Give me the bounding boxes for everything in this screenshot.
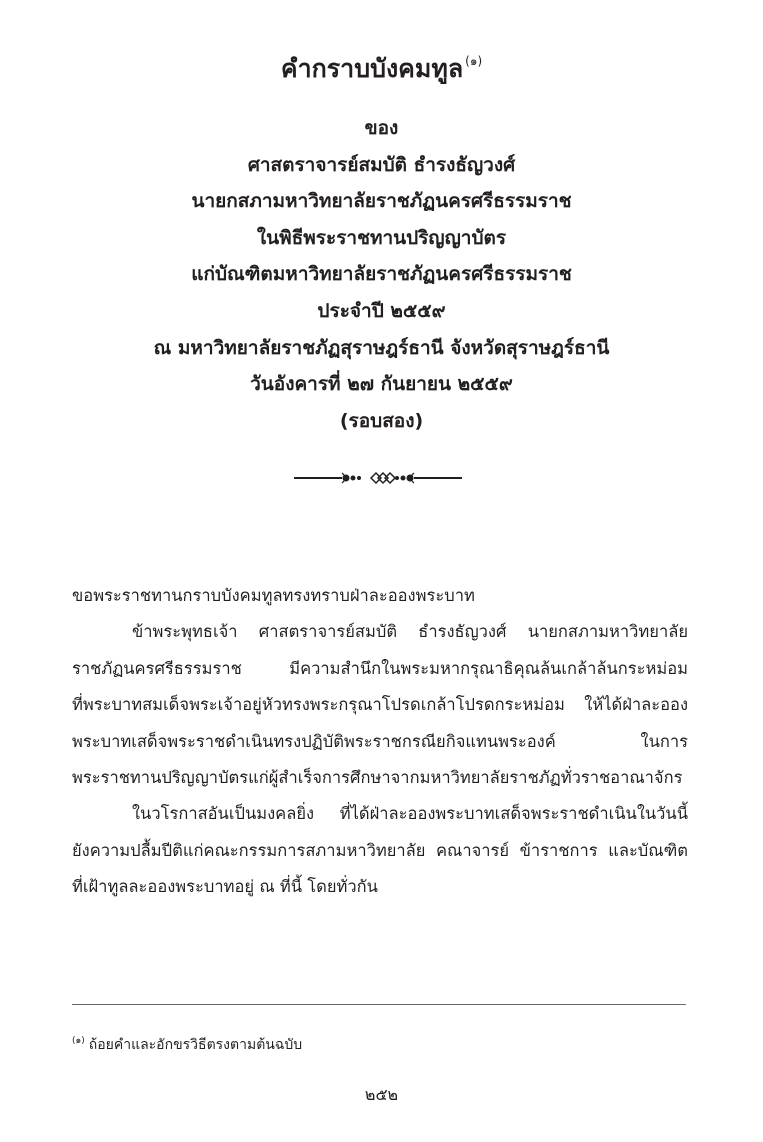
footnote-marker: (๑): [72, 1036, 85, 1046]
heading-line-round: (รอบสอง): [339, 409, 424, 432]
heading-block: [0, 110, 763, 439]
paragraph-1-line-5: พระราชทานปริญญาบัตรแก่ผู้สำเร็จการศึกษาจากมหาวิทยาลัยราชภัฏทั่วราชอาณาจักร: [72, 767, 683, 787]
page-title: [0, 44, 763, 86]
body-text: [72, 578, 688, 906]
heading-line-date: วันอังคารที่ ๒๗ กันยายน ๒๕๕๙: [250, 373, 513, 396]
paragraph-1-line-3: ที่พระบาทสมเด็จพระเจ้าอยู่หัวทรงพระกรุณาโปรดเกล้าโปรดกระหม่อม ให้ได้ฝ่าละออง: [72, 695, 688, 715]
paragraph-1-line-2: ราชภัฏนครศรีธรรมราช มีความสำนึกในพระมหากรุณาธิคุณล้นเกล้าล้นกระหม่อม: [72, 658, 688, 678]
heading-line-graduates: แก่บัณฑิตมหาวิทยาลัยราชภัฏนครศรีธรรมราช: [191, 263, 572, 286]
heading-line-venue: ณ มหาวิทยาลัยราชภัฏสุราษฎร์ธานี จังหวัดสุราษฎร์ธานี: [153, 336, 610, 359]
page-number: ๒๕๒: [364, 1085, 399, 1104]
paragraph-2-line-2: ยังความปลื้มปีติแก่คณะกรรมการสภามหาวิทยาลัย คณาจารย์ ข้าราชการ และบัณฑิต: [72, 840, 688, 860]
paragraph-1-line-1: ข้าพระพุทธเจ้า ศาสตราจารย์สมบัติ ธำรงธัญวงศ์ นายกสภามหาวิทยาลัย: [132, 622, 688, 642]
heading-line-position: นายกสภามหาวิทยาลัยราชภัฏนครศรีธรรมราช: [191, 190, 572, 213]
paragraph-2-line-3: ที่เฝ้าทูลละอองพระบาทอยู่ ณ ที่นี้ โดยทั่วกัน: [72, 877, 378, 897]
heading-line-ceremony: ในพิธีพระราชทานปริญญาบัตร: [256, 226, 507, 249]
heading-line-of: ของ: [364, 117, 399, 139]
title-footnote-marker: (๑): [465, 54, 483, 68]
ornament-divider-icon: [292, 467, 464, 489]
heading-line-year: ประจำปี ๒๕๕๙: [317, 299, 446, 322]
heading-line-speaker: ศาสตราจารย์สมบัติ ธำรงธัญวงศ์: [247, 153, 516, 176]
footnote-divider: [72, 1004, 686, 1005]
salutation-line: ขอพระราชทานกราบบังคมทูลทรงทราบฝ่าละอองพระบาท: [72, 586, 475, 605]
paragraph-1-line-4: พระบาทเสด็จพระราชดำเนินทรงปฏิบัติพระราชกรณียกิจแทนพระองค์ ในการ: [72, 731, 688, 751]
title-text: คำกราบบังคมทูล: [280, 54, 464, 83]
footnote: [72, 1028, 302, 1058]
footnote-text: ถ้อยคำและอักขรวิธีตรงตามต้นฉบับ: [88, 1037, 303, 1053]
paragraph-2-line-1: ในวโรกาสอันเป็นมงคลยิ่ง ที่ได้ฝ่าละอองพระบาทเสด็จพระราชดำเนินในวันนี้: [132, 804, 688, 824]
